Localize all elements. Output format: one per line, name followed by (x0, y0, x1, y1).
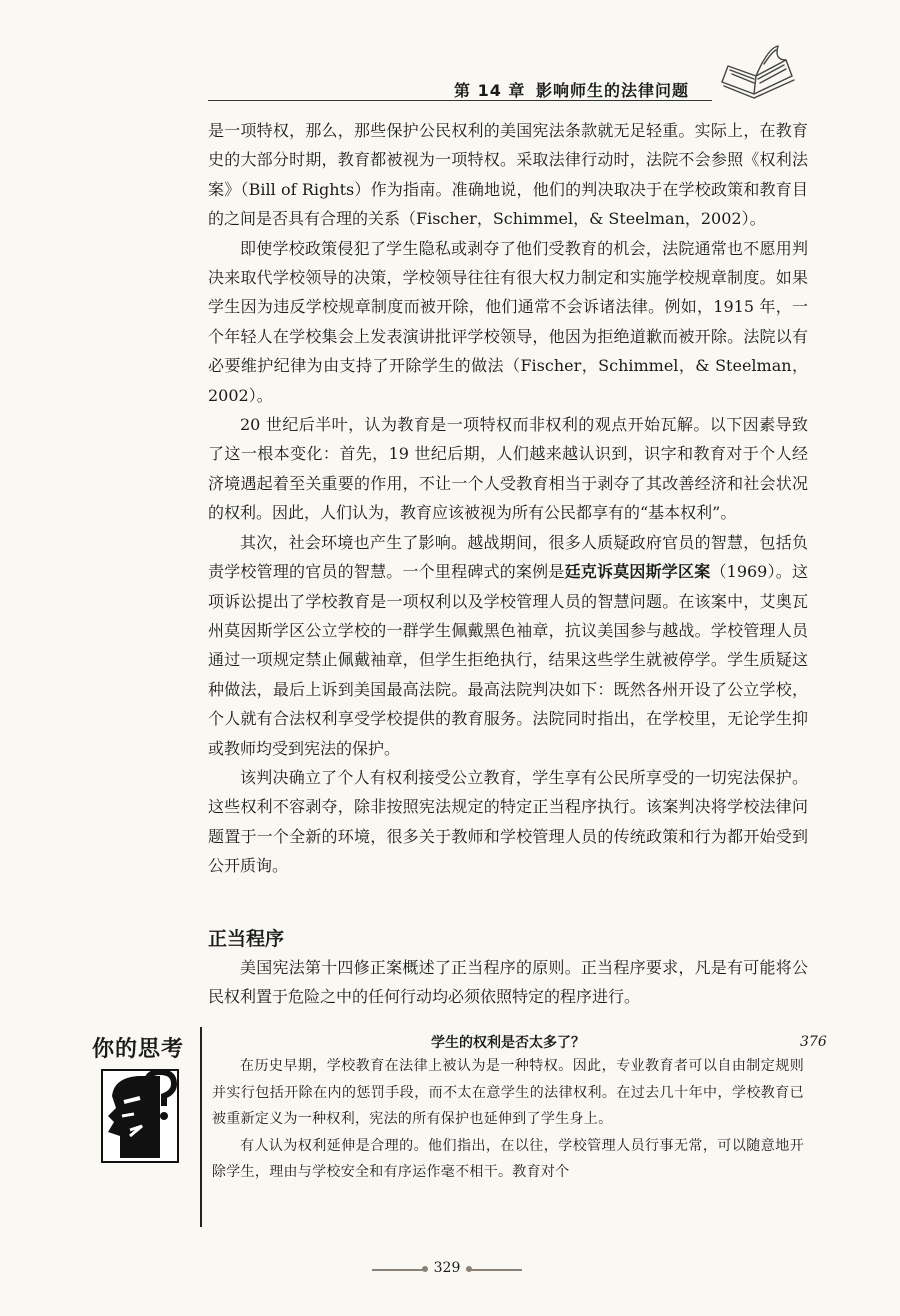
sidebar-box-rule (200, 1027, 202, 1227)
sidebar-label: 你的思考 (92, 1037, 185, 1062)
open-book-icon (716, 42, 798, 104)
page-footer (372, 1258, 522, 1282)
tinker-text-after: （1969）。这项诉讼提出了学校教育是一项权利以及学校管理人员的智慧问题。在该案中，艾奥瓦州莫因斯学区公立学校的一群学生佩戴黑色袖章，抗议美国参与越战。学校管理人员通过一项规定禁止佩戴袖章，但学生拒绝执行，结果这些学生就被停学。学生质疑这种做法，最后上诉到美国最高法院。最高法院判决如下：既然各州开设了公立学校，个人就有合法权利享受学校提供的教育服务。法院同时指出，在学校里，无论学生抑或教师均受到宪法的保护。 (208, 562, 808, 758)
sidebar-paragraph: 在历史早期，学校教育在法律上被认为是一种特权。因此，专业教育者可以自由制定规则并实行包括开除在内的惩罚手段，而不太在意学生的法律权利。在过去几十年中，学校教育已被重新定义为一种权利，宪法的所有保护也延伸到了学生身上。 (212, 1058, 804, 1127)
thinking-head-question-icon (100, 1066, 182, 1164)
footer-ornament-right (470, 1269, 522, 1271)
due-process-paragraph: 美国宪法第十四修正案概述了正当程序的原则。正当程序要求，凡是有可能将公民权利置于危险之中的任何行动均必须依照特定的程序进行。 (208, 958, 808, 1007)
paragraph-ruling: 该判决确立了个人有权利接受公立教育，学生享有公民所享受的一切宪法保护。这些权利不容剥夺，除非按照宪法规定的特定正当程序执行。该案判决将学校法律问题置于一个全新的环境，很多关于教师和学校管理人员的传统政策和行为都开始受到公开质询。 (208, 767, 808, 876)
section-text (208, 953, 808, 1012)
tinker-text-before: 其次，社会环境也产生了影响。越战期间，很多人质疑政府官员的智慧，包括负责学校管理的官员的智慧。一个里程碑式的案例是 (208, 532, 808, 582)
main-body-text (208, 116, 808, 881)
running-header (450, 76, 714, 100)
section-heading: 正当程序 (208, 928, 285, 950)
chapter-number: 第 14 章 (454, 81, 526, 100)
chapter-title: 影响师生的法律问题 (536, 81, 690, 100)
header-rule (208, 100, 712, 101)
paragraph-continued: 是一项特权，那么，那些保护公民权利的美国宪法条款就无足轻重。实际上，在教育史的大部分时期，教育都被视为一项特权。采取法律行动时，法院不会参照《权利法案》（Bill of Rights）作为指南。准确地说，他们的判决取决于在学校政策和教育目的之间是否具有合理的关系（Fischer，Schimmel，& Steelman，2002）。 (208, 121, 808, 229)
page-number: 329 (433, 1260, 461, 1276)
tinker-case-name: 廷克诉莫因斯学区案 (564, 562, 711, 582)
paragraph-20th-century: 20 世纪后半叶，认为教育是一项特权而非权利的观点开始瓦解。以下因素导致了这一根本变化：首先，19 世纪后期，人们越来越认识到，识字和教育对于个人经济境遇起着至关重要的作用，不让一个人受教育相当于剥夺了其改善经济和社会状况的权利。因此，人们认为，教育应该被视为所有公民都享有的“基本权利”。 (208, 415, 808, 523)
paragraph-tinker-case (208, 528, 808, 763)
sidebar-box-title: 学生的权利是否太多了？ (431, 1035, 585, 1051)
paragraph-school-policy: 即使学校政策侵犯了学生隐私或剥夺了他们受教育的机会，法院通常也不愿用判决来取代学校领导的决策，学校领导往往有很大权力制定和实施学校规章制度。如果学生因为违反学校规章制度而被开除，他们通常不会诉诸法律。例如，1915 年，一个年轻人在学校集会上发表演讲批评学校领导，他因为拒绝道歉而被开除。法院以有必要维护纪律为由支持了开除学生的做法（Fischer，Schimmel，& Steelman，2002）。 (208, 238, 808, 405)
sidebar-box-text (212, 1053, 804, 1186)
margin-page-reference: 376 (800, 1034, 827, 1050)
sidebar-paragraph: 有人认为权利延伸是合理的。他们指出，在以往，学校管理人员行事无常，可以随意地开除学生，理由与学校安全和有序运作毫不相干。教育对个 (212, 1137, 804, 1180)
